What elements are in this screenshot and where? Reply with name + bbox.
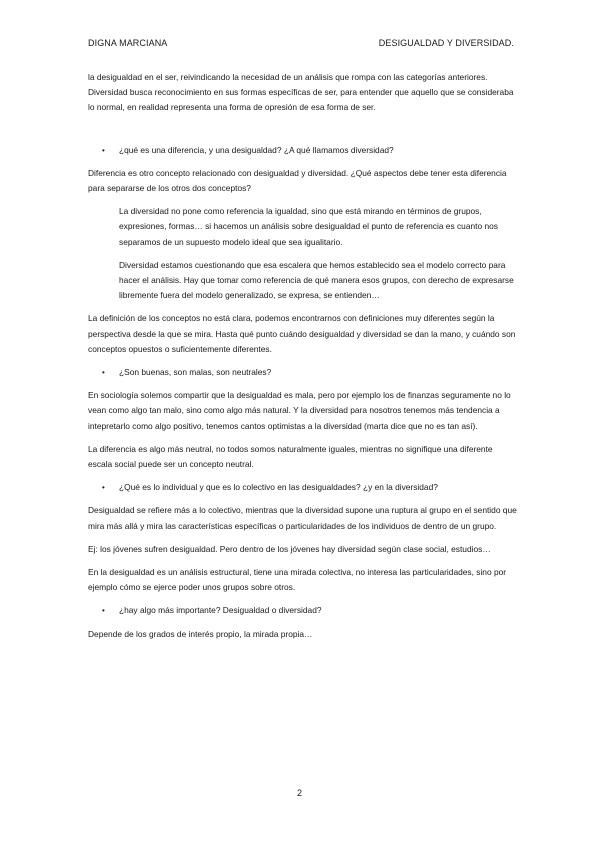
bullet-question	[88, 365, 518, 380]
bullet-text: ¿qué es una diferencia, y una desigualdad? ¿A qué llamamos diversidad?	[119, 144, 394, 155]
bullet-text: ¿Qué es lo individual y que es lo colectivo en las desigualdades? ¿y en la diversidad?	[119, 482, 438, 493]
page-number: 2	[296, 788, 302, 798]
paragraph: La definición de los conceptos no está clara, podemos encontrarnos con definiciones muy diferentes según la perspectiva desde la que se mira. Hasta qué punto cuándo desigualdad y diversidad se dan la mano, y cuándo son conceptos opuestos o suficientemente diferentes.	[88, 313, 516, 354]
bullet-icon: •	[102, 145, 105, 155]
bullet-question	[88, 143, 518, 158]
indented-paragraph: Diversidad estamos cuestionando que esa escalera que hemos establecido sea el modelo correcto para hacer el análisis. Hay que tomar como referencia de qué manera esos grupos, con derecho de expresarse libremente fuera del modelo generalizado, se expresa, se entienden…	[119, 259, 514, 301]
bullet-icon: •	[102, 606, 105, 616]
bullet-text: ¿hay algo más importante? Desigualdad o diversidad?	[119, 605, 322, 616]
bullet-text: ¿Son buenas, son malas, son neutrales?	[119, 367, 272, 378]
paragraph: Desigualdad se refiere más a lo colectivo, mientras que la diversidad supone una ruptura al grupo en el sentido que mira más allá y mira las características específicas o particularidades de los individuos de dentro de un grupo.	[88, 505, 517, 531]
spacer	[88, 124, 518, 143]
document-body	[88, 70, 518, 650]
header-title: DESIGUALDAD Y DIVERSIDAD.	[378, 38, 514, 48]
bullet-question	[88, 603, 518, 618]
paragraph: Diferencia es otro concepto relacionado con desigualdad y diversidad. ¿Qué aspectos debe tener esta diferencia para separarse de los otros dos conceptos?	[88, 167, 507, 194]
indented-paragraph: La diversidad no pone como referencia la igualdad, sino que está mirando en términos de grupos, expresiones, formas… si hacemos un análisis sobre desigualdad el punto de referencia es cuanto nos separamos de un supuesto modelo ideal que sea igualitario.	[119, 206, 498, 247]
paragraph: Depende de los grados de interés propio, la mirada propia…	[88, 628, 313, 639]
paragraph-intro: la desigualdad en el ser, reivindicando la necesidad de un análisis que rompa con las categorías anteriores. Diversidad busca reconocimiento en sus formas específicas de ser, para entender que aquello que se consideraba lo normal, en realidad representa una forma de opresión de esa forma de ser.	[88, 72, 514, 113]
bullet-icon: •	[102, 483, 105, 493]
paragraph: En sociología solemos compartir que la desigualdad es mala, pero por ejemplo los de finanzas seguramente no lo vean como algo tan malo, sino como algo más natural. Y la diversidad para nosotros tenemos más tendencia a intepretarlo como algo positivo, tenemos cantos optimistas a la diversidad (marta dice que no es tan así).	[88, 390, 511, 431]
paragraph: La diferencia es algo más neutral, no todos somos naturalmente iguales, mientras no signifique una diferente escala social puede ser un concepto neutral.	[88, 443, 493, 470]
header-author: DIGNA MARCIANA	[88, 38, 168, 48]
paragraph: Ej: los jóvenes sufren desigualdad. Pero dentro de los jóvenes hay diversidad según clase social, estudios…	[88, 543, 491, 554]
bullet-icon: •	[102, 368, 105, 378]
bullet-question	[88, 480, 518, 495]
paragraph: En la desigualdad es un análisis estructural, tiene una mirada colectiva, no interesa las particularidades, sino por ejemplo cómo se ejerce poder unos grupos sobre otros.	[88, 567, 507, 593]
